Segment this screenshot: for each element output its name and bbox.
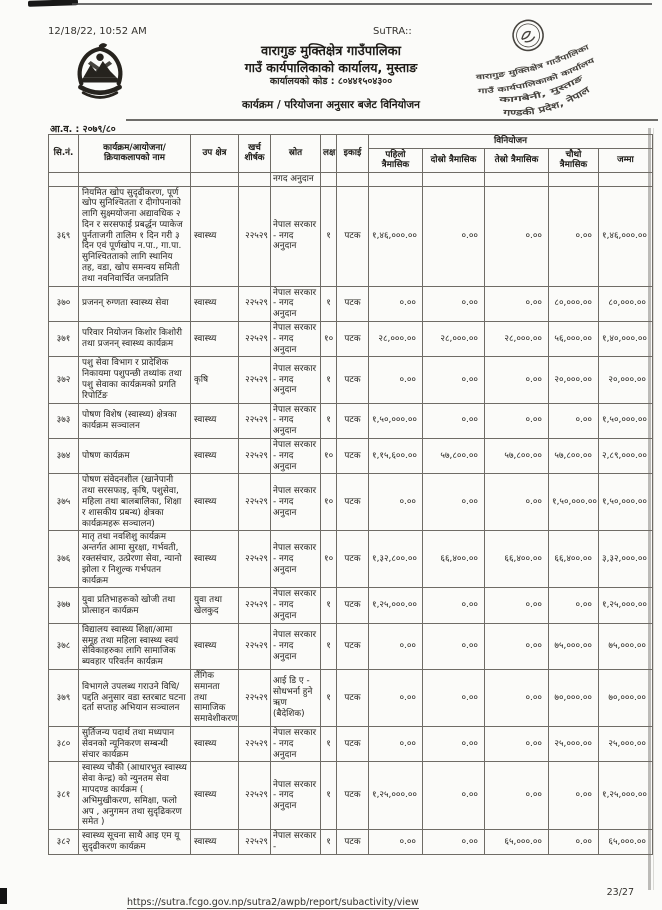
cell-serial-number: ३७८	[49, 623, 79, 669]
cell-activity-name: पोषण कार्यक्रम	[79, 439, 191, 474]
cell-q4-amount: ८०,०००.००	[549, 286, 599, 321]
cell-activity-name: पशु सेवा विभाग र प्रादेशिक निकायमा पशुपन्छी तथ्यांक तथा पशु सेवाका कार्यक्रमको प्रगति रिपोर्टिङ	[79, 357, 191, 403]
cell-total-amount: २५,०००.००	[599, 726, 653, 761]
cell-q4-amount: ६६,४००.००	[549, 531, 599, 588]
cell-target: १	[321, 830, 337, 855]
footer-url: https://sutra.fcgo.gov.np/sutra2/awpb/report/subactivity/view	[127, 897, 419, 908]
cell-activity-name: सुर्तिजन्य पदार्थ तथा मध्यपान सेवनको न्यूनिकरण सम्बन्धी संचार कार्यक्रम	[79, 726, 191, 761]
cell-serial-number: ३७५	[49, 474, 79, 531]
stamp-line-1: वारागुङ मुक्तिक्षेत्र गाउँपालिका	[475, 45, 587, 82]
cell-target: १	[321, 623, 337, 669]
cell-expense-head: २२५२९	[239, 403, 271, 438]
cell-q3-amount: ६६,४००.००	[485, 531, 549, 588]
col-header-total: जम्मा	[599, 148, 653, 172]
col-header-subsector: उप क्षेत्र	[191, 135, 239, 173]
cell-q1-amount: १,३२,८००.००	[369, 531, 423, 588]
cell-serial-number: ३८२	[49, 830, 79, 855]
cell-subsector: स्वास्थ्य	[191, 830, 239, 855]
cell-total-amount: ६५,०००.००	[599, 830, 653, 855]
cell-subsector: स्वास्थ्य	[191, 403, 239, 438]
cell-total-amount: १,२५,०००.००	[599, 762, 653, 830]
cell-serial-number: ३७३	[49, 403, 79, 438]
cell-target: १	[321, 726, 337, 761]
cell-expense-head: २२५२९	[239, 357, 271, 403]
cell-expense-head: २२५२९	[239, 588, 271, 623]
col-header-source: स्रोत	[271, 135, 321, 173]
cell-activity-name: परिवार नियोजन किशोर किशोरी तथा प्रजनन् स्वास्थ्य कार्यक्रम	[79, 322, 191, 357]
cell-source: नेपाल सरकार - नगद अनुदान	[271, 403, 321, 438]
cell-total-amount: १,४६,०००.००	[599, 186, 653, 286]
col-header-q4: चौथो त्रैमासिक	[549, 148, 599, 172]
col-header-q1: पहिलो त्रैमासिक	[369, 148, 423, 172]
table-row	[49, 623, 653, 669]
cell-expense-head: २२५२९	[239, 474, 271, 531]
municipality-name: वारागुङ मुक्तिक्षेत्र गाउँपालिका	[260, 44, 402, 59]
cell-q3-amount: ०.००	[485, 623, 549, 669]
fiscal-year: आ.व. : २०७९/८०	[50, 124, 116, 135]
cell-subsector: स्वास्थ्य	[191, 623, 239, 669]
cell-source: नेपाल सरकार - नगद अनुदान	[271, 762, 321, 830]
cell-q4-amount: ०.००	[549, 403, 599, 438]
table-row	[49, 531, 653, 588]
cell-expense-head: २२५२९	[239, 830, 271, 855]
col-header-allocation-group: विनियोजन	[369, 135, 653, 149]
cell-q4-amount: ०.००	[549, 762, 599, 830]
col-header-q3: तेस्रो त्रैमासिक	[485, 148, 549, 172]
cell-target: १०	[321, 322, 337, 357]
stamp-line-2: गाउँ कार्यपालिकाको कार्यालय	[477, 57, 594, 96]
cell-expense-head: २२५२९	[239, 669, 271, 726]
cell-unit: पटक	[337, 403, 369, 438]
cell-subsector: कृषि	[191, 357, 239, 403]
cell-q2-amount: ५७,८००.००	[423, 439, 485, 474]
cell-unit: पटक	[337, 762, 369, 830]
col-header-sn: सि.नं.	[49, 135, 79, 173]
cash-grant-label: नगद अनुदान	[271, 172, 321, 186]
cell-q1-amount: ०.००	[369, 357, 423, 403]
cell-total-amount: १,४०,०००.००	[599, 322, 653, 357]
cell-q4-amount: २५,०००.००	[549, 726, 599, 761]
cell-q1-amount: १,४६,०००.००	[369, 186, 423, 286]
cell-serial-number: ३७७	[49, 588, 79, 623]
cell-q3-amount: ०.००	[485, 286, 549, 321]
cell-q3-amount: ०.००	[485, 669, 549, 726]
cell-q2-amount: ०.००	[423, 474, 485, 531]
table-clip-region	[48, 134, 654, 892]
cell-subsector: स्वास्थ्य	[191, 186, 239, 286]
col-header-target: लक्ष	[321, 135, 337, 173]
cell-q1-amount: १,५०,०००.००	[369, 403, 423, 438]
cell-total-amount: ७०,०००.००	[599, 669, 653, 726]
cell-unit: पटक	[337, 531, 369, 588]
cell-total-amount: १,५०,०००.००	[599, 474, 653, 531]
cell-unit: पटक	[337, 669, 369, 726]
cell-source: नेपाल सरकार - नगद अनुदान	[271, 439, 321, 474]
cell-total-amount: १,२५,०००.००	[599, 588, 653, 623]
cell-q3-amount: ६५,०००.००	[485, 830, 549, 855]
office-code: कार्यालयको कोड : ८०४४१५०४३००	[269, 76, 393, 87]
cell-activity-name: स्वास्थ्य सूचना साथै आइ एम यू सुदृढीकरण कार्यक्रम	[79, 830, 191, 855]
cell-q2-amount: ०.००	[423, 623, 485, 669]
cell-total-amount: ३,३२,०००.००	[599, 531, 653, 588]
cell-q3-amount: ०.००	[485, 726, 549, 761]
cell-serial-number: ३७६	[49, 531, 79, 588]
cell-q3-amount: ०.००	[485, 474, 549, 531]
print-timestamp: 12/18/22, 10:52 AM	[48, 26, 147, 37]
cell-serial-number: ३६९	[49, 186, 79, 286]
cell-target: १	[321, 186, 337, 286]
cell-expense-head: २२५२९	[239, 726, 271, 761]
cell-q4-amount: ०.००	[549, 830, 599, 855]
cell-source: नेपाल सरकार - नगद अनुदान	[271, 623, 321, 669]
cell-q2-amount: ०.००	[423, 357, 485, 403]
cell-q2-amount: ०.००	[423, 186, 485, 286]
cell-q1-amount: ०.००	[369, 474, 423, 531]
cell-q1-amount: ०.००	[369, 669, 423, 726]
cell-q4-amount: २०,०००.००	[549, 357, 599, 403]
nepal-emblem-logo	[72, 42, 128, 108]
cell-q2-amount: २८,०००.००	[423, 322, 485, 357]
cell-q4-amount: ५७,८००.००	[549, 439, 599, 474]
cell-expense-head: २२५२९	[239, 322, 271, 357]
cell-q3-amount: ५७,८००.००	[485, 439, 549, 474]
cell-unit: पटक	[337, 186, 369, 286]
cell-target: १०	[321, 439, 337, 474]
stamp-line-4: गण्डकी प्रदेश, नेपाल	[503, 86, 590, 119]
cell-q1-amount: ०.००	[369, 286, 423, 321]
cell-source: नेपाल सरकार -	[271, 830, 321, 855]
table-row	[49, 403, 653, 438]
cell-unit: पटक	[337, 726, 369, 761]
cell-unit: पटक	[337, 357, 369, 403]
cell-target: १	[321, 403, 337, 438]
table-row	[49, 474, 653, 531]
cell-expense-head: २२५२९	[239, 439, 271, 474]
cell-expense-head: २२५२९	[239, 623, 271, 669]
cell-subsector: स्वास्थ्य	[191, 474, 239, 531]
cell-q4-amount: ७५,०००.००	[549, 623, 599, 669]
table-row	[49, 186, 653, 286]
cell-q1-amount: ०.००	[369, 830, 423, 855]
cell-q3-amount: ०.००	[485, 357, 549, 403]
cell-q1-amount: १,२५,०००.००	[369, 762, 423, 830]
cell-serial-number: ३७०	[49, 286, 79, 321]
cell-serial-number: ३७९	[49, 669, 79, 726]
cell-q3-amount: ०.००	[485, 186, 549, 286]
cell-serial-number: ३८०	[49, 726, 79, 761]
cell-q4-amount: ५६,०००.००	[549, 322, 599, 357]
cell-q3-amount: ०.००	[485, 403, 549, 438]
cell-activity-name: नियमित खोप सुदृढीकरण, पूर्ण खोप सुनिश्चितता र दीगोपनाको लागि सुक्ष्मयोजना अद्यावधिक २ दिन र सरसफाई प्रबर्द्धन प्याकेज पुर्नताजगी तालिम १ दिन गरी ३ दिन एवं पूर्णखोप न.पा., गा.पा. सुनिश्चितताको लागि स्थानिय तह, वडा, खोप समन्वय समिती तथा नवनिवार्चित जनप्रतिनि	[79, 186, 191, 286]
header-divider	[126, 119, 658, 121]
cell-target: १	[321, 286, 337, 321]
cell-q2-amount: ०.००	[423, 588, 485, 623]
cell-expense-head: २२५२९	[239, 186, 271, 286]
cell-unit: पटक	[337, 286, 369, 321]
col-header-q2: दोस्रो त्रैमासिक	[423, 148, 485, 172]
cell-activity-name: युवा प्रतिभाहरूको खोजी तथा प्रोत्साहन कार्यक्रम	[79, 588, 191, 623]
cell-activity-name: विभागले उपलब्ध गराउने विधि/पद्दति अनुसार वडा स्तरबाट घटना दर्ता सप्ताह अभियान सञ्चालन	[79, 669, 191, 726]
cell-activity-name: पोषण विशेष (स्वास्थ्य) क्षेत्रका कार्यक्रम सञ्चालन	[79, 403, 191, 438]
cell-activity-name: पोषण संवेदनशील (खानेपानी तथा सरसफाइ, कृषि, पशुसेवा, महिला तथा बालबालिका, शिक्षा र शासकीय प्रबन्ध) क्षेत्रका कार्यक्रमहरू सञ्चालन)	[79, 474, 191, 531]
cell-target: १०	[321, 531, 337, 588]
table-row	[49, 830, 653, 855]
cell-target: १	[321, 669, 337, 726]
cell-serial-number: ३७२	[49, 357, 79, 403]
cell-total-amount: २,८९,०००.००	[599, 439, 653, 474]
office-name: गाउँ कार्यपालिकाको कार्यालय, मुस्ताङ	[244, 60, 418, 75]
cell-q3-amount: २८,०००.००	[485, 322, 549, 357]
cell-subsector: स्वास्थ्य	[191, 726, 239, 761]
cell-q2-amount: ०.००	[423, 286, 485, 321]
cell-q2-amount: ०.००	[423, 669, 485, 726]
cell-expense-head: २२५२९	[239, 531, 271, 588]
cell-q4-amount: ०.००	[549, 588, 599, 623]
table-row	[49, 669, 653, 726]
cell-unit: पटक	[337, 439, 369, 474]
cell-source: नेपाल सरकार - नगद अनुदान	[271, 726, 321, 761]
cell-total-amount: ८०,०००.००	[599, 286, 653, 321]
office-stamp	[448, 12, 628, 130]
cell-subsector: युवा तथा खेलकुद	[191, 588, 239, 623]
cell-source: नेपाल सरकार - नगद अनुदान	[271, 286, 321, 321]
cash-grant-subheader-row	[49, 172, 653, 186]
cell-q4-amount: ७०,०००.००	[549, 669, 599, 726]
cell-source: आई डि ए - सोधभर्ना हुने ऋण (बैदेशिक)	[271, 669, 321, 726]
cell-activity-name: स्वास्थ्य चौकी (आधारभुत स्वास्थ्य सेवा केन्द्र) को न्युनतम सेवा मापदण्ड कार्यक्रम ( अभिमुखीकरण, समिक्षा, फलो अप , अनुगमन तथा सुदृढिकरण समेत )	[79, 762, 191, 830]
cell-expense-head: २२५२९	[239, 286, 271, 321]
cell-total-amount: ७५,०००.००	[599, 623, 653, 669]
cell-unit: पटक	[337, 322, 369, 357]
cell-total-amount: २०,०००.००	[599, 357, 653, 403]
table-row	[49, 439, 653, 474]
table-row	[49, 726, 653, 761]
table-row	[49, 588, 653, 623]
cell-q1-amount: २८,०००.००	[369, 322, 423, 357]
cell-q1-amount: १,२५,०००.००	[369, 588, 423, 623]
cell-serial-number: ३७४	[49, 439, 79, 474]
cell-unit: पटक	[337, 623, 369, 669]
cell-source: नेपाल सरकार - नगद अनुदान	[271, 186, 321, 286]
cell-q2-amount: ०.००	[423, 403, 485, 438]
budget-allocation-table	[48, 134, 653, 855]
page-number: 23/27	[606, 887, 634, 898]
cell-q2-amount: ०.००	[423, 830, 485, 855]
cell-q3-amount: ०.००	[485, 588, 549, 623]
table-row	[49, 762, 653, 830]
scan-artifact-bottom-blob	[0, 888, 7, 904]
cell-q2-amount: ६६,४००.००	[423, 531, 485, 588]
cell-target: १	[321, 588, 337, 623]
cell-q4-amount: १,५०,०००.००	[549, 474, 599, 531]
cell-activity-name: मातृ तथा नवशिशु कार्यक्रम अन्तर्गत आमा सुरक्षा, गर्भवती, रक्तसंचार, उत्प्रेरणा सेवा, न्यानो झोला र निशुल्क गर्भपतन कार्यक्रम	[79, 531, 191, 588]
cell-source: नेपाल सरकार - नगद अनुदान	[271, 322, 321, 357]
col-header-name: कार्यक्रम/आयोजना/ क्रियाकलापको नाम	[79, 135, 191, 173]
table-row	[49, 286, 653, 321]
cell-q2-amount: ०.००	[423, 762, 485, 830]
report-title: कार्यक्रम / परियोजना अनुसार बजेट विनियोजन	[241, 99, 421, 111]
cell-q1-amount: १,१५,६००.००	[369, 439, 423, 474]
cell-source: नेपाल सरकार - नगद अनुदान	[271, 531, 321, 588]
cell-subsector: स्वास्थ्य	[191, 762, 239, 830]
cell-source: नेपाल सरकार - नगद अनुदान	[271, 357, 321, 403]
cell-q1-amount: ०.००	[369, 623, 423, 669]
cell-expense-head: २२५२९	[239, 762, 271, 830]
cell-q1-amount: ०.००	[369, 726, 423, 761]
stamp-line-3: कागबेनी, मुस्ताङ	[499, 75, 581, 105]
cell-subsector: स्वास्थ्य	[191, 439, 239, 474]
cell-unit: पटक	[337, 588, 369, 623]
cell-subsector: लैंगिक समानता तथा सामाजिक समावेशीकरण	[191, 669, 239, 726]
site-label: SuTRA::	[373, 26, 412, 37]
cell-target: १०	[321, 474, 337, 531]
cell-unit: पटक	[337, 474, 369, 531]
cell-unit: पटक	[337, 830, 369, 855]
col-header-unit: इकाई	[337, 135, 369, 173]
cell-subsector: स्वास्थ्य	[191, 286, 239, 321]
cell-serial-number: ३७१	[49, 322, 79, 357]
table-row	[49, 322, 653, 357]
letterhead	[200, 44, 462, 112]
table-row	[49, 357, 653, 403]
cell-subsector: स्वास्थ्य	[191, 531, 239, 588]
cell-total-amount: १,५०,०००.००	[599, 403, 653, 438]
cell-serial-number: ३८१	[49, 762, 79, 830]
cell-activity-name: विद्यालय स्वास्थ्य शिक्षा/आमा समूह तथा महिला स्वास्थ्य स्वयं सेविकाहरुका लागि सामाजिक ब्यवहार परिवर्तन कार्यक्रम	[79, 623, 191, 669]
cell-target: १	[321, 762, 337, 830]
cell-target: १	[321, 357, 337, 403]
cell-q4-amount: ०.००	[549, 186, 599, 286]
col-header-expense-head: खर्च शीर्षक	[239, 135, 271, 173]
table-body	[49, 172, 653, 854]
cell-q3-amount: ०.००	[485, 762, 549, 830]
scan-artifact-top-blob	[28, 0, 78, 7]
cell-subsector: स्वास्थ्य	[191, 322, 239, 357]
cell-activity-name: प्रजनन् रुग्णता स्वास्थ्य सेवा	[79, 286, 191, 321]
scan-artifact-top-line	[72, 3, 652, 5]
cell-source: नेपाल सरकार - नगद अनुदान	[271, 588, 321, 623]
table-header	[49, 135, 653, 173]
cell-q2-amount: ०.००	[423, 726, 485, 761]
cell-source: नेपाल सरकार - नगद अनुदान	[271, 474, 321, 531]
